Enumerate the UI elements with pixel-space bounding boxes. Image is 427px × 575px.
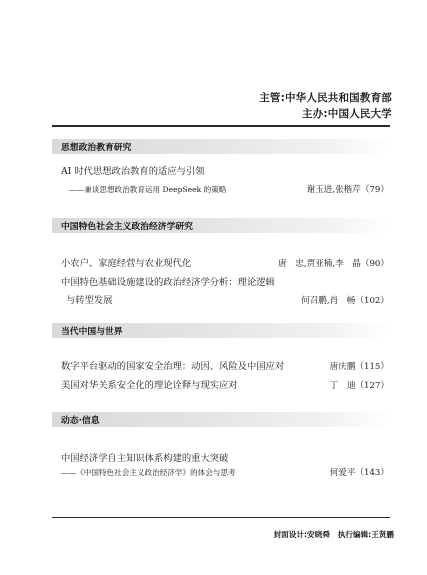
section-title: 当代中国与世界 bbox=[61, 327, 123, 337]
executive-editor-credit: 执行编辑:王贤鹏 bbox=[337, 530, 394, 539]
entry-title-continued: 与转型发展 bbox=[66, 295, 113, 306]
toc-entry[interactable] bbox=[61, 466, 389, 480]
entry-title: 数字平台驱动的国家安全治理：动因、风险及中国应对 bbox=[61, 361, 285, 372]
section-title: 动态·信息 bbox=[61, 416, 100, 426]
toc-entry[interactable] bbox=[61, 165, 389, 179]
entry-title: 小农户、家庭经营与农业现代化 bbox=[61, 258, 192, 269]
toc-entry[interactable] bbox=[61, 257, 389, 271]
top-rule bbox=[52, 125, 390, 127]
cover-design-credit: 封面设计:安晓舜 bbox=[273, 530, 330, 539]
toc-entry[interactable] bbox=[61, 183, 389, 197]
sponsor-host: 主办:中国人民大学 bbox=[302, 108, 392, 120]
toc-entry[interactable] bbox=[61, 452, 389, 466]
entry-author-page: 谢玉进,张楷芹（79） bbox=[306, 185, 389, 195]
toc-entry[interactable] bbox=[61, 360, 389, 374]
section-header-ideological-education bbox=[52, 139, 390, 154]
section-title: 中国特色社会主义政治经济学研究 bbox=[61, 222, 193, 232]
bottom-rule bbox=[52, 517, 390, 518]
entry-author-page: 丁 迪（127） bbox=[329, 381, 389, 391]
entry-author-page: 唐 忠,贾亚楠,李 晶（90） bbox=[278, 259, 389, 269]
section-header-political-economy bbox=[52, 218, 390, 233]
entry-author-page: 何召鹏,肖 畅（102） bbox=[301, 296, 389, 306]
entry-title: 美国对华关系安全化的理论诠释与现实应对 bbox=[61, 380, 238, 391]
toc-entry[interactable] bbox=[61, 294, 389, 308]
section-header-china-and-world bbox=[52, 323, 390, 338]
entry-author-page: 何爱平（143） bbox=[329, 468, 389, 478]
section-title: 思想政治教育研究 bbox=[61, 143, 132, 153]
section-header-news bbox=[52, 412, 390, 427]
credits bbox=[274, 529, 394, 540]
sponsor-competent: 主管:中华人民共和国教育部 bbox=[259, 92, 392, 104]
toc-entry[interactable] bbox=[61, 379, 389, 393]
entry-subtitle: ——兼谈思想政治教育运用 DeepSeek 的策略 bbox=[69, 185, 227, 194]
entry-title: 中国特色基础设施建设的政治经济学分析：理论逻辑 bbox=[61, 277, 275, 288]
entry-title: 中国经济学自主知识体系构建的重大突破 bbox=[61, 453, 229, 464]
entry-author-page: 唐庆鹏（115） bbox=[329, 362, 389, 372]
toc-entry[interactable] bbox=[61, 276, 389, 290]
entry-subtitle: ——《中国特色社会主义政治经济学》的体会与思考 bbox=[61, 468, 236, 477]
entry-title: AI 时代思想政治教育的适应与引领 bbox=[61, 166, 205, 177]
